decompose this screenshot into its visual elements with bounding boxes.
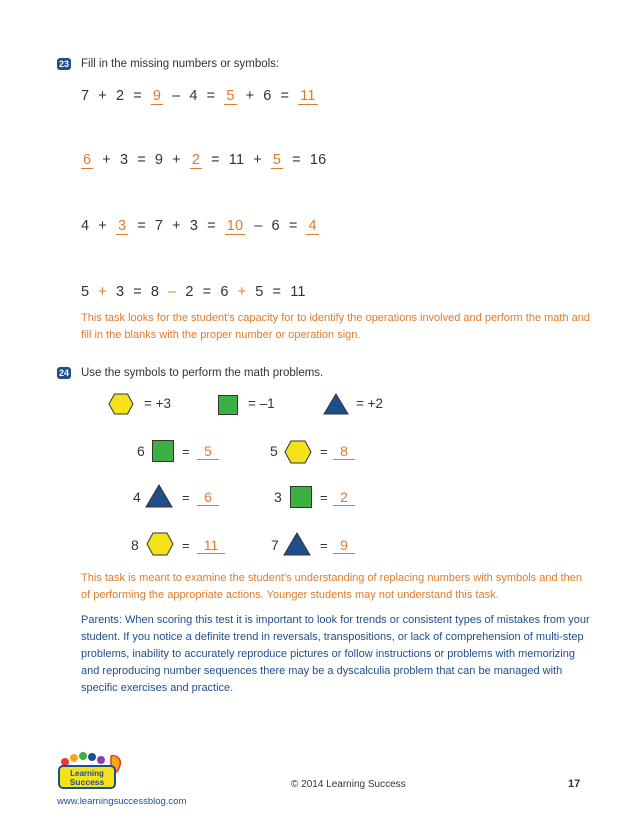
number-token: 7 [81, 88, 90, 104]
hexagon-icon [146, 532, 174, 556]
operator-token: = [272, 284, 282, 300]
operator-token: = [137, 218, 146, 234]
learning-success-logo [57, 752, 127, 792]
section-24-instruction: Use the symbols to perform the math problems. [81, 367, 324, 379]
equation-row [81, 284, 315, 300]
answer-token: + [237, 284, 247, 300]
number-token: 11 [228, 152, 245, 168]
problem-number: 4 [133, 489, 141, 505]
number-token: 2 [185, 284, 194, 300]
number-token: 5 [255, 284, 264, 300]
square-icon [218, 395, 238, 415]
operator-token: + [98, 218, 107, 234]
answer-token: – [168, 284, 177, 300]
triangle-icon [323, 393, 349, 415]
hexagon-icon [108, 393, 134, 415]
operator-token: = [292, 152, 301, 168]
svg-text:Success: Success [69, 777, 105, 787]
number-token: 4 [81, 218, 90, 234]
problem-equals: = [182, 444, 190, 459]
operator-token: = [133, 88, 142, 104]
square-icon [152, 440, 174, 462]
answer-token: + [98, 284, 107, 300]
answer-token: 9 [152, 88, 162, 104]
copyright: © 2014 Learning Success [291, 779, 406, 790]
problem-equals: = [182, 538, 190, 553]
problem-answer: 5 [197, 443, 219, 460]
answer-token: 5 [272, 152, 282, 168]
logo-text-line-1: Learning [70, 769, 104, 778]
answer-token: 11 [300, 88, 316, 104]
number-token: 3 [119, 152, 129, 168]
number-token: 7 [154, 218, 164, 234]
equation-row [81, 88, 327, 105]
operator-token: + [98, 88, 107, 104]
number-token: 4 [189, 88, 198, 104]
answer-token: 4 [308, 218, 317, 234]
equation-row [81, 218, 328, 235]
number-token: 5 [81, 284, 90, 300]
section-23-note: This task looks for the student's capacity for to identify the operations involved and perform the math and fill in the blanks with the proper number or operation sign. [81, 312, 590, 341]
operator-token: = [133, 284, 142, 300]
legend-triangle-value: = +2 [356, 396, 384, 411]
answer-token: 3 [117, 218, 127, 234]
operator-token: = [288, 218, 298, 234]
operator-token: + [245, 88, 255, 104]
number-token: 2 [115, 88, 125, 104]
number-token: 6 [220, 284, 229, 300]
problem-number: 5 [270, 443, 278, 459]
problem-equals: = [320, 538, 328, 553]
legend-square-value: = –1 [248, 396, 275, 411]
operator-token: + [172, 218, 181, 234]
problem-number: 8 [131, 537, 139, 553]
triangle-icon [283, 532, 311, 556]
footer-url[interactable]: www.learningsuccessblog.com [57, 796, 187, 807]
problem-equals: = [320, 490, 328, 505]
problem-answer: 11 [197, 537, 225, 554]
number-token: 6 [271, 218, 280, 234]
operator-token: = [206, 88, 216, 104]
operator-token: = [137, 152, 146, 168]
square-icon [290, 486, 312, 508]
section-23-instruction: Fill in the missing numbers or symbols: [81, 58, 280, 70]
answer-token: 5 [226, 88, 235, 104]
answer-token: 6 [83, 152, 92, 168]
answer-token: 2 [191, 152, 201, 168]
number-token: 16 [309, 152, 327, 168]
answer-token: 10 [226, 218, 244, 234]
operator-token: – [172, 88, 181, 104]
operator-token: = [211, 152, 220, 168]
number-token: 3 [189, 218, 199, 234]
problem-answer: 6 [197, 489, 219, 506]
hexagon-icon [284, 440, 312, 464]
section-24-note: This task is meant to examine the student's understanding of replacing numbers with symbols and then of performing the appropriate actions. Younger students may not understand this task. [81, 572, 583, 601]
parents-note: Parents: When scoring this test it is important to look for trends or consistent types of mistakes from your student. If you notice a definite trend in reversals, transpositions, or lack of comprehension of multi-step problems, inability to accurately reproduce pictures or follow instructions or problems with memorizing and reproducing number sequences there may be a dyscalculia problem that can be managed with specific exercises and practice. [81, 614, 590, 694]
number-token: 8 [150, 284, 160, 300]
operator-token: = [202, 284, 212, 300]
legend-hexagon-value: = +3 [144, 396, 172, 411]
problem-equals: = [182, 490, 190, 505]
problem-number: 3 [274, 489, 282, 505]
number-token: 9 [154, 152, 164, 168]
equation-row [81, 152, 335, 169]
operator-token: = [207, 218, 216, 234]
operator-token: + [253, 152, 262, 168]
section-number-badge: 23 [58, 59, 69, 69]
problem-answer: 9 [333, 537, 355, 554]
triangle-icon [145, 484, 173, 508]
problem-number: 7 [271, 537, 279, 553]
problem-equals: = [320, 444, 328, 459]
operator-token: – [254, 218, 263, 234]
number-token: 6 [263, 88, 272, 104]
problem-answer: 8 [333, 443, 355, 460]
operator-token: + [102, 152, 111, 168]
operator-token: = [280, 88, 290, 104]
section-number-badge: 24 [58, 368, 69, 378]
operator-token: + [172, 152, 181, 168]
page-number: 17 [568, 778, 581, 790]
number-token: 3 [115, 284, 125, 300]
problem-answer: 2 [333, 489, 355, 506]
number-token: 11 [290, 284, 306, 300]
problem-number: 6 [137, 443, 145, 459]
